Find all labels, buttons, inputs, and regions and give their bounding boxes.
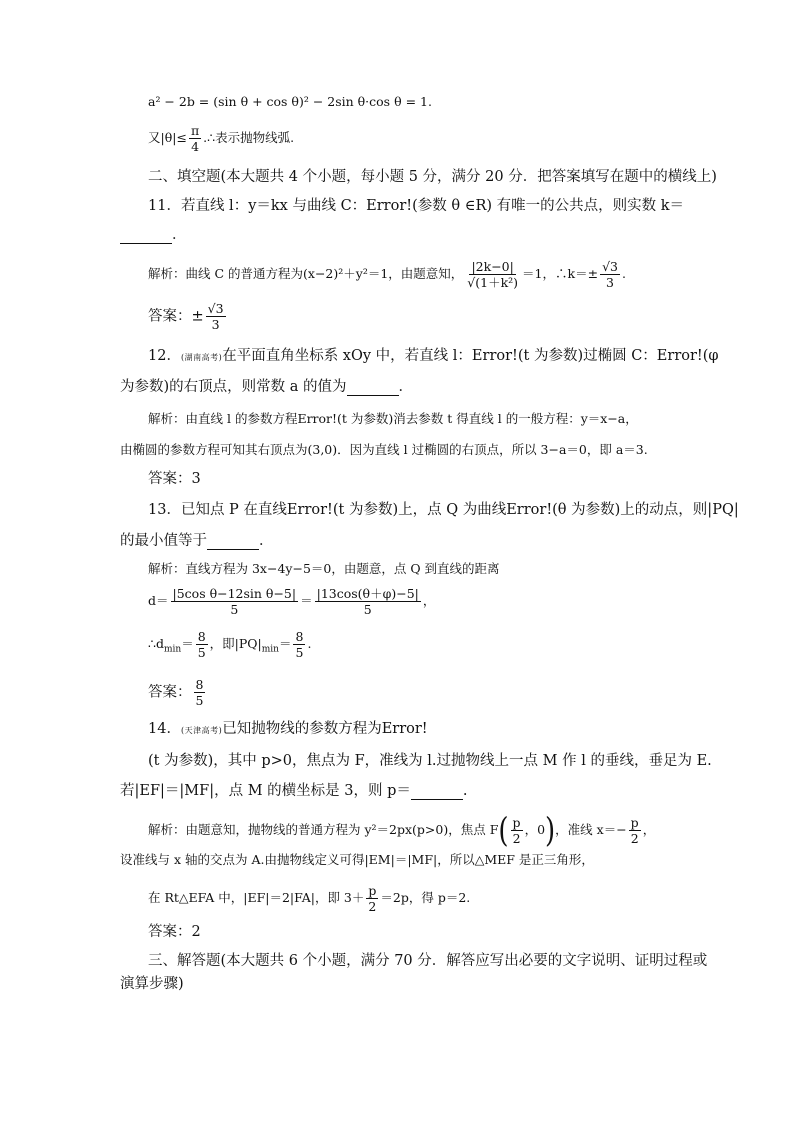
fraction-denominator: 2 [630,831,639,847]
question-13-cont [120,534,274,550]
punctuation: ． [172,227,187,243]
solution-text: d＝ [148,593,169,609]
fraction-numerator: p [512,815,521,830]
right-paren: ) [545,811,556,851]
question-text: 在平面直角坐标系 xOy 中，若直线 l：Error!(t 为参数)过椭圆 C：Error!(φ [222,348,719,364]
fraction-denominator: 5 [197,645,206,661]
question-text: 若|EF|＝|MF|，点 M 的横坐标是 3，则 p＝ [120,783,411,799]
fraction-denominator: 4 [191,139,200,155]
punctuation: . [462,783,468,799]
section-heading-solutions: 三、解答题(本大题共 6 个小题，满分 70 分．解答应写出必要的文字说明、证明过程或 [148,953,708,969]
punctuation: ， [422,593,436,609]
fraction-distance-2 [315,587,421,616]
fraction-numerator: √3 [207,301,224,316]
answer-11-analysis [148,260,626,289]
fraction-neg-p-over-2 [629,816,641,845]
fraction-numerator: 8 [295,629,304,644]
fraction-answer-13 [194,678,206,707]
answer-14: 答案：2 [148,924,201,940]
fraction-answer-11 [206,302,226,331]
question-12: 12．(湖南高考)在平面直角坐标系 xOy 中，若直线 l：Error!(t 为参数)过椭圆 C：Error!(φ [148,348,719,364]
fraction-numerator: 8 [197,629,206,644]
answer-13-distance [148,587,435,616]
answer-12-analysis-1: 解析：由直线 l 的参数方程Error!(t 为参数)消去参数 t 得直线 l 的一般方程：y＝x−a， [148,411,638,426]
answer-blank [347,380,399,396]
fraction-numerator: |2k−0| [471,259,514,274]
fraction-numerator: √3 [602,259,618,274]
answer-13 [148,678,207,707]
fraction-pi-over-4 [189,124,201,153]
fraction-distance [465,260,520,289]
fraction-dmin [196,630,208,659]
source-tag: (天津高考) [180,726,223,735]
solution-text: 又|θ|≤ [148,130,187,146]
fraction-numerator: |5cos θ−12sin θ−5| [172,586,297,601]
question-11: 11．若直线 l：y＝kx 与曲线 C：Error!(参数 θ ∈R) 有唯一的公共点，则实数 k＝ [148,198,685,214]
punctuation: . [621,266,626,282]
fraction-denominator: 5 [363,602,372,618]
fraction-distance-1 [171,587,299,616]
fraction-denominator: 2 [512,831,521,847]
question-text: 的最小值等于 [120,533,207,549]
fraction-denominator: 5 [230,602,239,618]
answer-blank [207,534,259,550]
solution-line-1: a² − 2b = (sin θ + cos θ)² − 2sin θ·cos θ = 1. [148,94,432,109]
question-11-blank [120,228,187,244]
solution-text: 在 Rt△EFA 中，|EF|＝2|FA|，即 3＋ [148,890,365,906]
section-heading-fill-in: 二、填空题(本大题共 4 个小题，每小题 5 分，满分 20 分．把答案填写在题中的横线上) [148,169,717,185]
fraction-denominator: √(1＋k²) [467,275,519,291]
solution-text: ＝ [181,636,194,652]
left-paren: ( [498,811,509,851]
answer-12: 答案：3 [148,471,201,487]
fraction-denominator: 3 [606,275,614,291]
source-tag: (湖南高考) [180,353,223,362]
solution-text: 解析：曲线 C 的普通方程为(x−2)²＋y²＝1，由题意知， [148,266,464,282]
section-heading-solutions-cont: 演算步骤) [120,976,184,992]
question-number: 14． [148,721,181,737]
answer-14-analysis-2: 设准线与 x 轴的交点为 A.由抛物线定义可得|EM|＝|MF|，所以△MEF 是正三角形， [120,852,594,867]
answer-14-analysis-1 [148,811,656,851]
fraction-denominator: 5 [295,645,304,661]
question-text: 已知抛物线的参数方程为Error! [222,721,428,737]
punctuation: ， [642,822,656,838]
question-14 [148,722,428,737]
question-14-cont-2 [120,784,468,800]
fraction-denominator: 3 [211,317,220,333]
solution-text: ，0 [524,822,546,838]
fraction-p-over-2 [511,816,523,845]
question-13: 13．已知点 P 在直线Error!(t 为参数)上，点 Q 为曲线Error!(θ 为参数)上的动点，则|PQ| [148,502,739,518]
punctuation: ． [259,533,274,549]
fraction-numerator: π [190,123,200,138]
question-text: 为参数)的右顶点，则常数 a 的值为 [120,379,347,395]
answer-label: 答案： [148,684,192,701]
solution-text: ＝2p，得 p＝2. [380,890,471,906]
answer-13-analysis-1: 解析：直线方程为 3x−4y−5＝0，由题意，点 Q 到直线的距离 [148,561,500,576]
solution-text: 解析：由题意知，抛物线的普通方程为 y²＝2px(p>0)，焦点 F [148,822,499,838]
fraction-numerator: |13cos(θ＋φ)−5| [316,586,419,601]
answer-13-min [148,630,311,659]
fraction-denominator: 5 [195,693,204,709]
question-12-cont [120,380,413,396]
solution-line-2 [148,124,294,153]
punctuation: ． [398,379,414,395]
subscript: min [163,644,182,655]
answer-12-analysis-2: 由椭圆的参数方程可知其右顶点为(3,0)．因为直线 l 过椭圆的右顶点，所以 3−a＝0，即 a＝3. [120,442,648,457]
solution-text: ＝1，∴k＝± [522,266,599,282]
solution-text: ＝ [278,636,292,652]
answer-label: 答案：± [148,308,204,325]
fraction-numerator: p [368,883,377,898]
fraction-denominator: 2 [368,899,377,915]
answer-blank [411,784,463,800]
answer-14-analysis-3 [148,884,470,913]
fraction-numerator: p [630,815,639,830]
fraction-k [600,260,620,289]
solution-text: ，准线 x＝− [555,822,627,838]
fraction-p-over-2 [366,884,378,913]
subscript: min [261,644,279,655]
solution-text: ∴d [148,636,164,652]
punctuation: . [307,636,312,652]
fraction-pqmin [293,630,305,659]
solution-text: ＝ [300,593,313,609]
question-14-cont-1: (t 为参数)，其中 p>0，焦点为 F，准线为 l.过抛物线上一点 M 作 l 的垂线，垂足为 E. [148,753,712,769]
fraction-numerator: 8 [195,677,204,692]
solution-text: ，即|PQ| [209,636,262,652]
answer-11 [148,302,228,331]
solution-text: .∴表示抛物线弧. [203,130,295,146]
answer-blank [120,228,172,244]
